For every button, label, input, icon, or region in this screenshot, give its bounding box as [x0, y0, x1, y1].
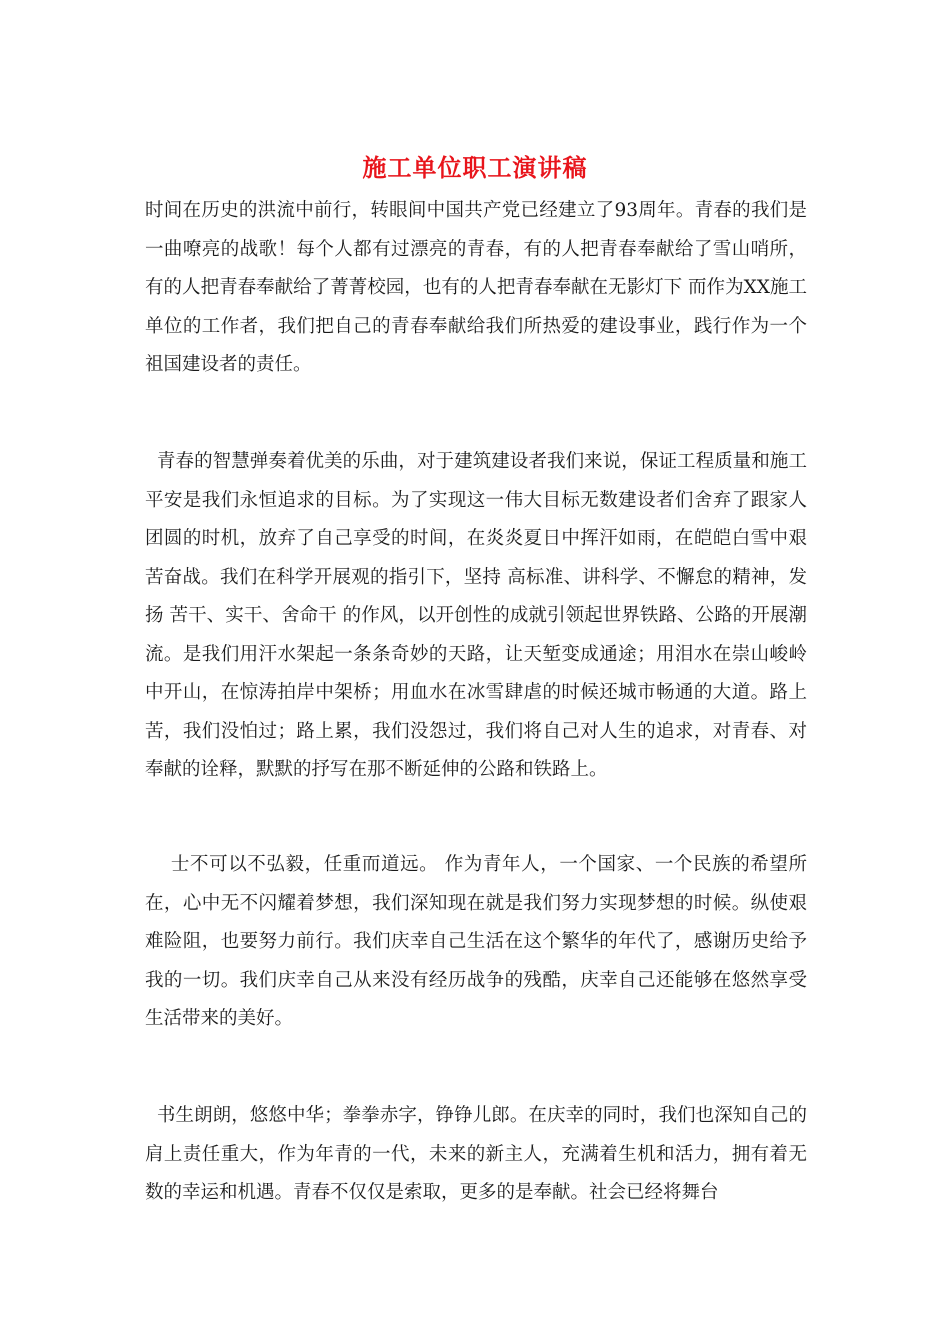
paragraph-4: 书生朗朗，悠悠中华；拳拳赤字，铮铮儿郎。在庆幸的同时，我们也深知自己的肩上责任重大，作为年青的一代，未来的新主人，充满着生机和活力，拥有着无数的幸运和机遇。青春不仅仅是索取，更多的是奉献。社会已经将舞台: [145, 1105, 807, 1203]
paragraph-3: 士不可以不弘毅，任重而道远。 作为青年人，一个国家、一个民族的希望所在，心中无不闪耀着梦想，我们深知现在就是我们努力实现梦想的时候。纵使艰难险阻，也要努力前行。我们庆幸自己生活在这个繁华的年代了，感谢历史给予我的一切。我们庆幸自己从来没有经历战争的残酷，庆幸自己还能够在悠然享受生活带来的美好。: [145, 854, 807, 1029]
paragraph-1: 时间在历史的洪流中前行，转眼间中国共产党已经建立了93周年。青春的我们是一曲嘹亮的战歌！每个人都有过漂亮的青春，有的人把青春奉献给了雪山哨所，有的人把青春奉献给了菁菁校园，也有的人把青春奉献在无影灯下 而作为XX施工单位的工作者，我们把自己的青春奉献给我们所热爱的建设事业，践行作为一个祖国建设者的责任。: [145, 200, 807, 375]
document-title: 施工单位职工演讲稿: [362, 153, 588, 182]
paragraph-2: 青春的智慧弹奏着优美的乐曲，对于建筑建设者我们来说，保证工程质量和施工平安是我们永恒追求的目标。为了实现这一伟大目标无数建设者们舍弃了跟家人团圆的时机，放弃了自己享受的时间，在炎炎夏日中挥汗如雨，在皑皑白雪中艰苦奋战。我们在科学开展观的指引下，坚持 高标准、讲科学、不懈怠的精神，发扬 苦干、实干、舍命干 的作风，以开创性的成就引领起世界铁路、公路的开展潮流。是我们用汗水架起一条条奇妙的天路，让天堑变成通途；用泪水在崇山峻岭中开山，在惊涛拍岸中架桥；用血水在冰雪肆虐的时候还城市畅通的大道。路上苦，我们没怕过；路上累，我们没怨过，我们将自己对人生的追求，对青春、对奉献的诠释，默默的抒写在那不断延伸的公路和铁路上。: [145, 451, 807, 780]
